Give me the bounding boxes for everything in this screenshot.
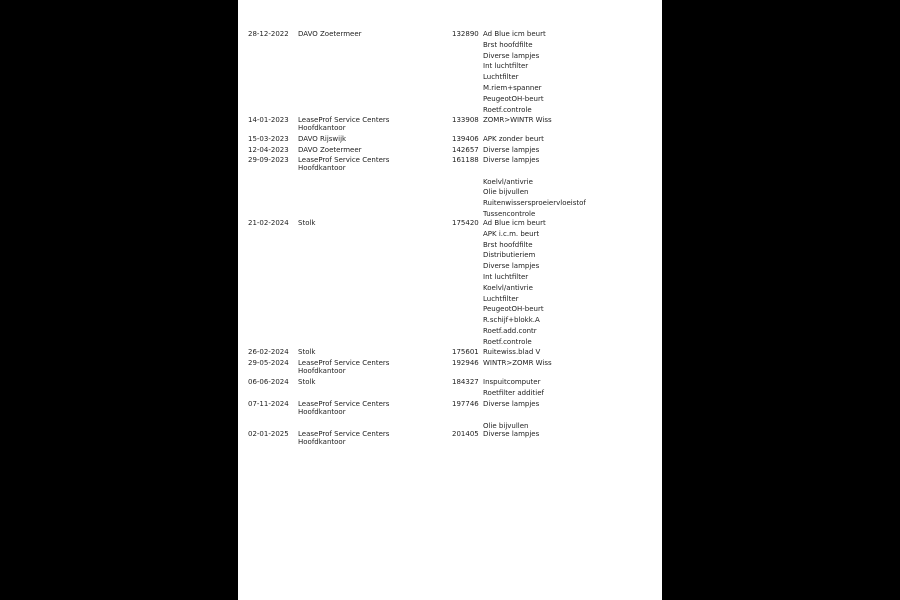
service-item: Diverse lampjes	[483, 400, 540, 408]
service-item: Olie bijvullen	[483, 188, 529, 197]
service-items	[483, 219, 546, 349]
service-date: 14-01-2023	[248, 116, 289, 124]
service-dealer	[298, 116, 389, 132]
dealer-name-line: Stolk	[298, 219, 316, 227]
service-item: Int luchtfilter	[483, 272, 529, 281]
dealer-name-line: DAVO Zoetermeer	[298, 146, 362, 154]
service-items	[483, 400, 539, 432]
service-item: Ruitenwissersproeiervloeistof	[483, 199, 586, 208]
odometer-km: 161188	[452, 156, 479, 164]
odometer-km: 133908	[452, 116, 479, 124]
odometer-km: 175420	[452, 219, 479, 227]
service-date: 12-04-2023	[248, 146, 289, 154]
dealer-name-line: Hoofdkantoor	[298, 408, 346, 416]
dealer-name-line: LeaseProf Service Centers	[298, 156, 390, 164]
odometer-km: 132890	[452, 30, 479, 38]
odometer-km: 197746	[452, 400, 479, 408]
service-dealer	[298, 135, 346, 143]
service-item: Ad Blue icm beurt	[483, 30, 546, 38]
service-dealer	[298, 359, 389, 375]
service-item: Inspuitcomputer	[483, 378, 541, 386]
service-item: Luchtfilter	[483, 73, 519, 82]
service-item: Roetf.controle	[483, 337, 532, 346]
service-items	[483, 156, 586, 221]
service-item: Brst hoofdfilte	[483, 240, 533, 249]
dealer-name-line: DAVO Rijswijk	[298, 135, 347, 143]
service-item: Diverse lampjes	[483, 430, 540, 438]
service-item: ZOMR>WINTR Wiss	[483, 116, 552, 124]
service-dealer	[298, 156, 389, 172]
service-item: APK zonder beurt	[483, 135, 544, 143]
service-date: 07-11-2024	[248, 400, 289, 408]
service-item: Ruitewiss.blad V	[483, 348, 541, 356]
dealer-name-line: Hoofdkantoor	[298, 124, 346, 132]
service-item: Olie bijvullen	[483, 421, 529, 430]
service-item: Luchtfilter	[483, 294, 519, 303]
service-date: 21-02-2024	[248, 219, 289, 227]
service-item: Ad Blue icm beurt	[483, 219, 546, 227]
odometer-km: 142657	[452, 146, 479, 154]
service-dealer	[298, 430, 389, 446]
service-items	[483, 116, 552, 127]
document-page	[238, 0, 662, 600]
odometer-km: 192946	[452, 359, 479, 367]
service-dealer	[298, 348, 315, 356]
service-dealer	[298, 30, 362, 38]
service-item	[483, 167, 586, 178]
odometer-km: 139406	[452, 135, 479, 143]
service-item: Roetf.controle	[483, 105, 532, 114]
service-item: Diverse lampjes	[483, 146, 540, 154]
service-item: Koelvl/antivrie	[483, 177, 533, 186]
dealer-name-line: Hoofdkantoor	[298, 367, 346, 375]
dealer-name-line: Hoofdkantoor	[298, 164, 346, 172]
service-date: 28-12-2022	[248, 30, 289, 38]
service-item: PeugeotOH-beurt	[483, 94, 544, 103]
service-items	[483, 348, 540, 359]
service-item: Distributieriem	[483, 251, 536, 260]
odometer-km: 201405	[452, 430, 479, 438]
service-item: Diverse lampjes	[483, 51, 540, 60]
service-items	[483, 430, 539, 441]
service-item: Tussencontrole	[483, 209, 536, 218]
dealer-name-line: LeaseProf Service Centers	[298, 430, 390, 438]
service-item: Roetf.add.contr	[483, 326, 537, 335]
service-date: 26-02-2024	[248, 348, 289, 356]
service-item: R.schijf+blokk.A	[483, 316, 540, 325]
service-item: Int luchtfilter	[483, 62, 529, 71]
service-date: 29-09-2023	[248, 156, 289, 164]
service-dealer	[298, 146, 362, 154]
service-item	[483, 411, 539, 422]
service-dealer	[298, 378, 315, 386]
service-item: APK i.c.m. beurt	[483, 229, 540, 238]
service-item: Diverse lampjes	[483, 262, 540, 271]
service-item: WINTR>ZOMR Wiss	[483, 359, 552, 367]
service-item: Roetfilter additief	[483, 388, 544, 397]
service-date: 02-01-2025	[248, 430, 289, 438]
service-items	[483, 30, 546, 116]
dealer-name-line: Hoofdkantoor	[298, 438, 346, 446]
service-item: Koelvl/antivrie	[483, 283, 533, 292]
service-date: 29-05-2024	[248, 359, 289, 367]
service-dealer	[298, 219, 315, 227]
service-date: 06-06-2024	[248, 378, 289, 386]
dealer-name-line: LeaseProf Service Centers	[298, 400, 390, 408]
odometer-km: 175601	[452, 348, 479, 356]
service-date: 15-03-2023	[248, 135, 289, 143]
service-dealer	[298, 400, 389, 416]
odometer-km: 184327	[452, 378, 479, 386]
service-item: Brst hoofdfilte	[483, 40, 533, 49]
service-items	[483, 135, 544, 146]
dealer-name-line: DAVO Zoetermeer	[298, 30, 362, 38]
service-item: PeugeotOH-beurt	[483, 305, 544, 314]
service-items	[483, 378, 544, 400]
dealer-name-line: LeaseProf Service Centers	[298, 116, 390, 124]
service-item: Diverse lampjes	[483, 156, 540, 164]
dealer-name-line: Stolk	[298, 378, 316, 386]
service-items	[483, 359, 552, 370]
service-item: M.riem+spanner	[483, 83, 542, 92]
dealer-name-line: LeaseProf Service Centers	[298, 359, 390, 367]
dealer-name-line: Stolk	[298, 348, 316, 356]
